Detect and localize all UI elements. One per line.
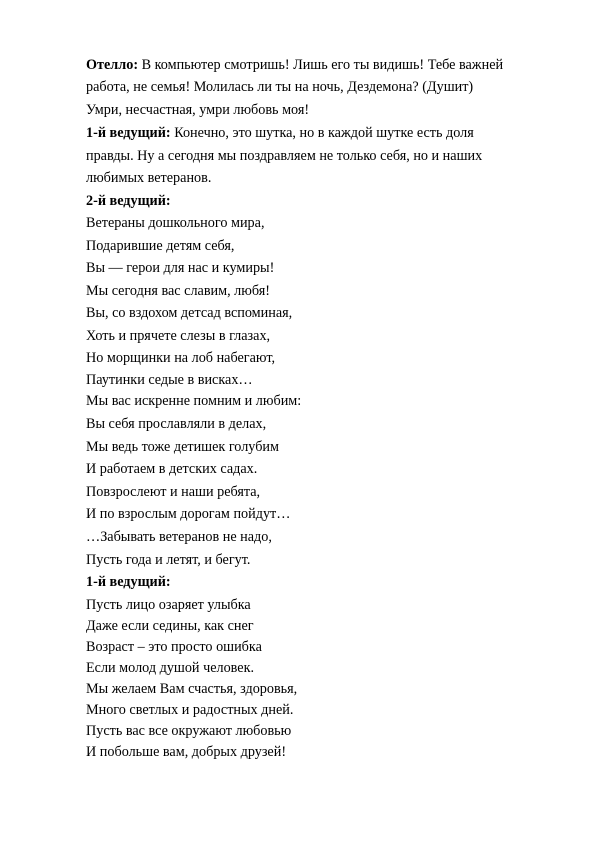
host1-line-2: правды. Ну а сегодня мы поздравляем не только себя, но и наших [86, 148, 483, 164]
intro-line-1: Отелло: В компьютер смотришь! Лишь его ты видишь! Тебе важней [86, 57, 504, 73]
verse-line: И по взрослым дорогам пойдут… [86, 506, 291, 522]
speaker-host2: 2-й ведущий: [86, 193, 171, 209]
intro-line-2: работа, не семья! Молилась ли ты на ночь, Дездемона? (Душит) [86, 79, 474, 95]
verse-line: Мы желаем Вам счастья, здоровья, [86, 681, 298, 697]
speaker-othello: Отелло: [86, 57, 139, 73]
verse-line: Возраст – это просто ошибка [86, 639, 262, 655]
host1-line-1: 1-й ведущий: Конечно, это шутка, но в каждой шутке есть доля [86, 125, 474, 141]
verse-line: Мы вас искренне помним и любим: [86, 393, 302, 409]
verse-line: Вы — герои для нас и кумиры! [86, 260, 275, 276]
verse-line: Много светлых и радостных дней. [86, 702, 294, 718]
verse-line: Повзрослеют и наши ребята, [86, 484, 261, 500]
verse-line: Вы, со вздохом детсад вспоминая, [86, 305, 293, 321]
verse-line: Подарившие детям себя, [86, 238, 235, 254]
verse-line: Мы сегодня вас славим, любя! [86, 283, 270, 299]
verse-line: И работаем в детских садах. [86, 461, 258, 477]
speaker-host1: 1-й ведущий: [86, 125, 171, 141]
intro-line-3: Умри, несчастная, умри любовь моя! [86, 102, 310, 118]
verse-line: Но морщинки на лоб набегают, [86, 350, 275, 366]
verse-line: И побольше вам, добрых друзей! [86, 744, 287, 760]
verse-line: …Забывать ветеранов не надо, [86, 529, 272, 545]
host1-line-3: любимых ветеранов. [86, 170, 212, 186]
verse-line: Ветераны дошкольного мира, [86, 215, 265, 231]
verse-line: Пусть лицо озаряет улыбка [86, 597, 251, 613]
verse-line: Хоть и прячете слезы в глазах, [86, 328, 271, 344]
verse-line: Даже если седины, как снег [86, 618, 254, 634]
verse-line: Пусть года и летят, и бегут. [86, 552, 251, 568]
verse-line: Мы ведь тоже детишек голубим [86, 439, 279, 455]
speaker-host1-second: 1-й ведущий: [86, 574, 171, 590]
verse-line: Пусть вас все окружают любовью [86, 723, 292, 739]
verse-line: Вы себя прославляли в делах, [86, 416, 267, 432]
verse-line: Если молод душой человек. [86, 660, 255, 676]
verse-line: Паутинки седые в висках… [86, 372, 253, 388]
